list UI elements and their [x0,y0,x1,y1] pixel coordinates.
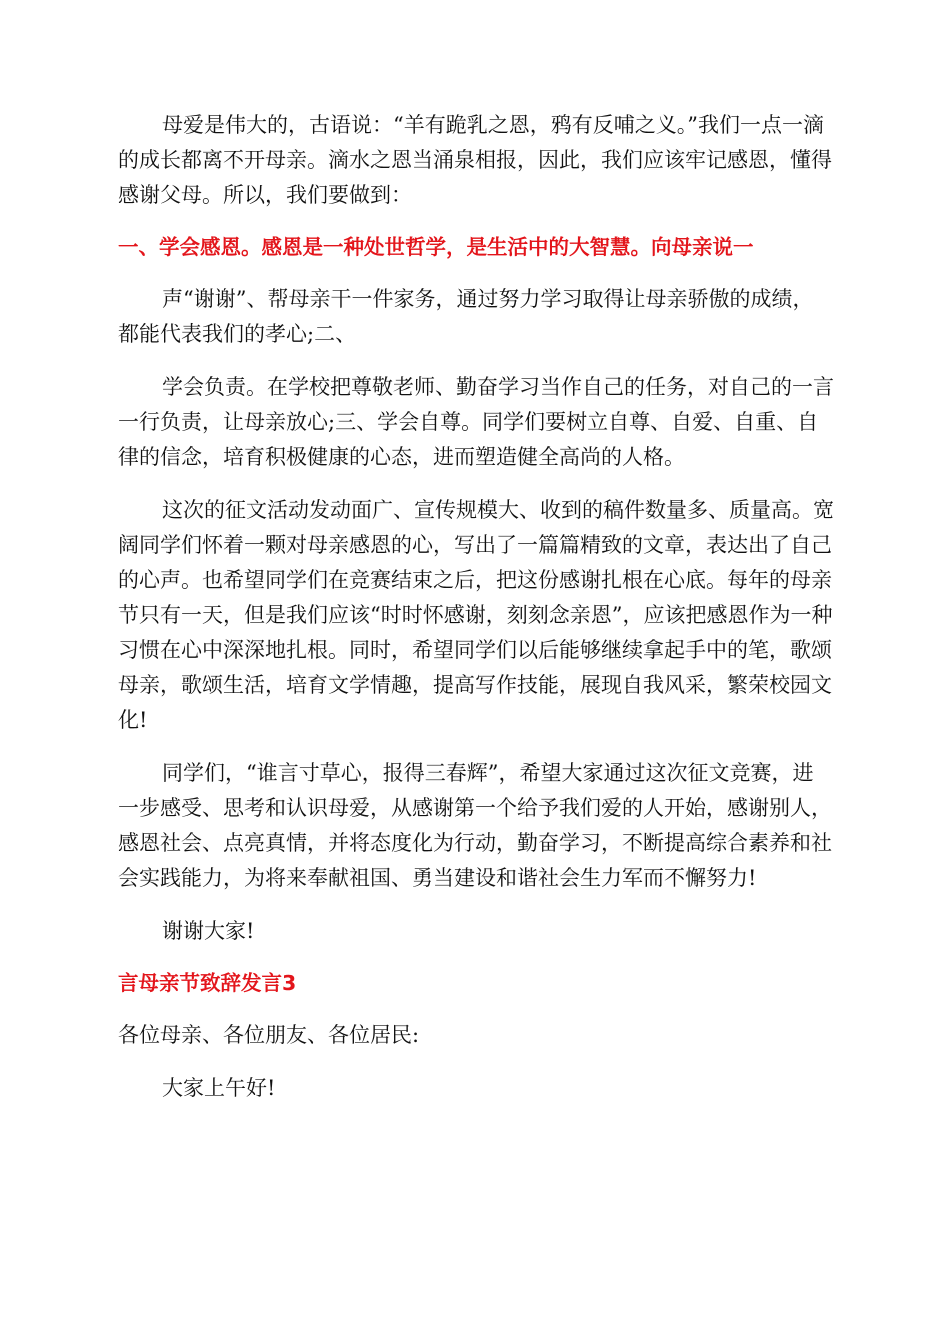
paragraph-salutation: 各位母亲、各位朋友、各位居民: [118,1023,420,1047]
paragraph-greeting: 大家上午好! [162,1076,276,1100]
heading-learn-gratitude: 一、学会感恩。感恩是一种处世哲学，是生活中的大智慧。向母亲说一 [118,235,754,259]
paragraph-responsibility: 学会负责。在学校把尊敬老师、勤奋学习当作自己的任务，对自己的一言一行负责，让母亲放心;三、学会自尊。同学们要树立自尊、自爱、自重、自律的信念，培育积极健康的心态，进而塑造健全高尚的人格。 [118,375,834,469]
paragraph-classmates: 同学们，“谁言寸草心，报得三春辉”，希望大家通过这次征文竞赛，进一步感受、思考和认识母爱，从感谢第一个给予我们爱的人开始，感谢别人，感恩社会、点亮真情，并将态度化为行动，勤奋学习，不断提高综合素养和社会实践能力，为将来奉献祖国、勇当建设和谐社会生力军而不懈努力! [118,761,832,890]
paragraph-mother-love: 母爱是伟大的，古语说：“羊有跪乳之恩，鸦有反哺之义。”我们一点一滴的成长都离不开母亲。滴水之恩当涌泉相报，因此，我们应该牢记感恩，懂得感谢父母。所以，我们要做到： [118,113,832,207]
paragraph-thanks: 谢谢大家! [162,919,255,943]
paragraph-filial-piety: 声“谢谢”、帮母亲干一件家务，通过努力学习取得让母亲骄傲的成绩，都能代表我们的孝心;二、 [118,287,814,346]
heading-speech-3: 言母亲节致辞发言3 [118,971,297,995]
document-body [118,108,834,1106]
paragraph-essay-contest: 这次的征文活动发动面广、宣传规模大、收到的稿件数量多、质量高。宽阔同学们怀着一颗对母亲感恩的心，写出了一篇篇精致的文章，表达出了自己的心声。也希望同学们在竞赛结束之后，把这份感谢扎根在心底。每年的母亲节只有一天，但是我们应该“时时怀感谢，刻刻念亲恩”，应该把感恩作为一种习惯在心中深深地扎根。同时，希望同学们以后能够继续拿起手中的笔，歌颂母亲，歌颂生活，培育文学情趣，提高写作技能，展现自我风采，繁荣校园文化! [118,498,834,732]
